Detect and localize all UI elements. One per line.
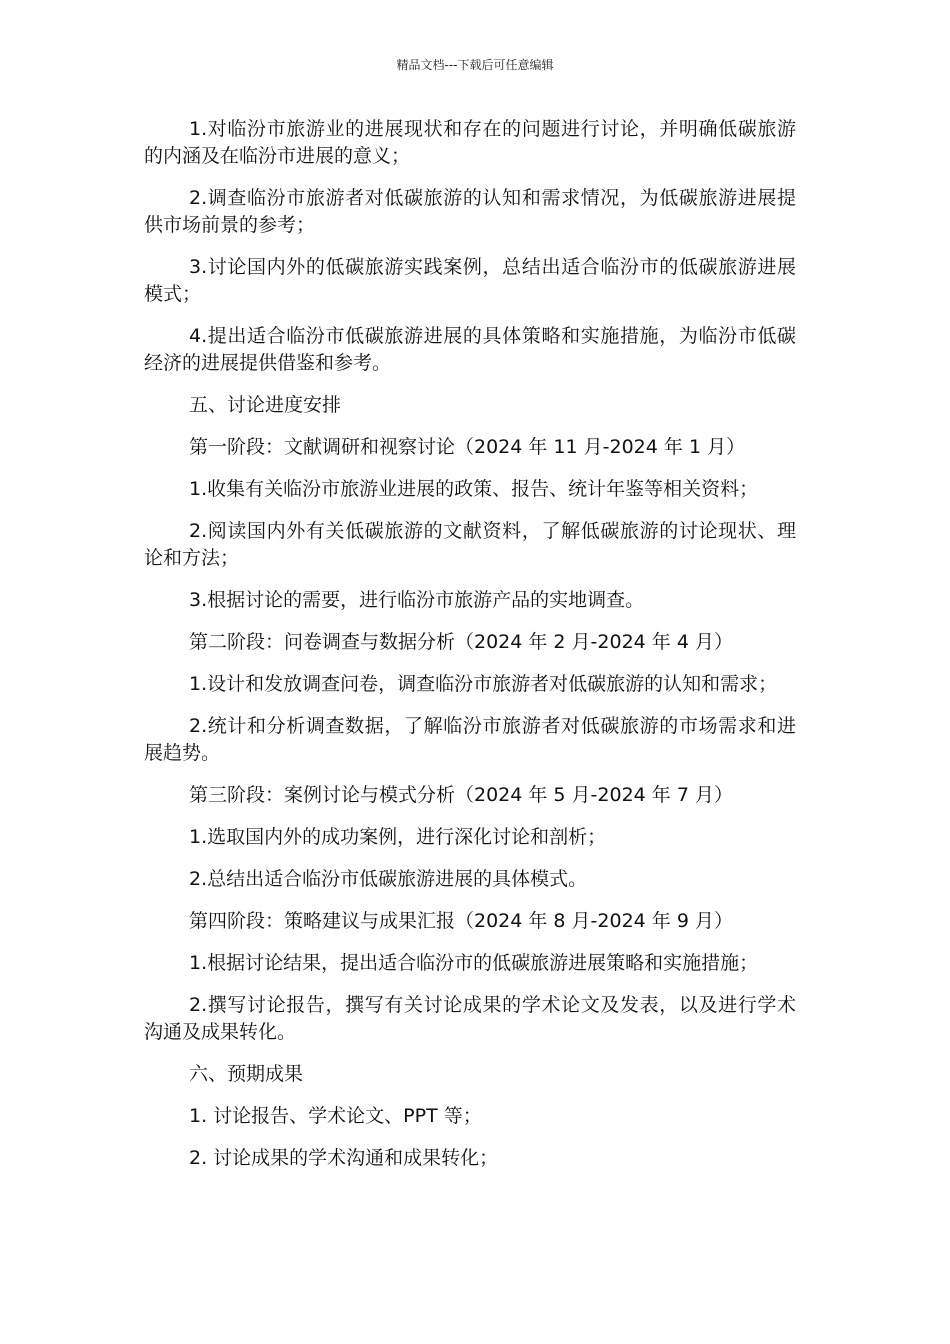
stage-2-item-2: 2.统计和分析调查数据，了解临汾市旅游者对低碳旅游的市场需求和进展趋势。 — [144, 715, 796, 764]
stage-1-item-1: 1.收集有关临汾市旅游业进展的政策、报告、统计年鉴等相关资料； — [189, 478, 759, 500]
stage-3-item-2: 2.总结出适合临汾市低碳旅游进展的具体模式。 — [189, 868, 588, 890]
paragraph-objective-3: 3.讨论国内外的低碳旅游实践案例，总结出适合临汾市的低碳旅游进展模式； — [144, 256, 796, 305]
outcome-item-1: 1. 讨论报告、学术论文、PPT 等； — [189, 1105, 482, 1127]
document-body — [144, 116, 796, 1172]
stage-1-item-3: 3.根据讨论的需要，进行临汾市旅游产品的实地调查。 — [189, 589, 645, 611]
stage-2-heading: 第二阶段：问卷调查与数据分析（2024 年 2 月-2024 年 4 月） — [189, 631, 733, 653]
outcome-item-2: 2. 讨论成果的学术沟通和成果转化； — [189, 1147, 499, 1169]
stage-1-item-2: 2.阅读国内外有关低碳旅游的文献资料，了解低碳旅游的讨论现状、理论和方法； — [144, 520, 796, 569]
stage-4-heading: 第四阶段：策略建议与成果汇报（2024 年 8 月-2024 年 9 月） — [189, 910, 733, 932]
stage-2-item-1: 1.设计和发放调查问卷，调查临汾市旅游者对低碳旅游的认知和需求； — [189, 673, 778, 695]
paragraph-objective-2: 2.调查临汾市旅游者对低碳旅游的认知和需求情况，为低碳旅游进展提供市场前景的参考； — [144, 187, 796, 236]
stage-1-heading: 第一阶段：文献调研和视察讨论（2024 年 11 月-2024 年 1 月） — [189, 436, 746, 458]
section-heading-outcomes: 六、预期成果 — [189, 1063, 304, 1085]
section-heading-schedule: 五、讨论进度安排 — [189, 394, 342, 416]
stage-4-item-1: 1.根据讨论结果，提出适合临汾市的低碳旅游进展策略和实施措施； — [189, 952, 759, 974]
stage-4-item-2: 2.撰写讨论报告，撰写有关讨论成果的学术论文及发表，以及进行学术沟通及成果转化。 — [144, 994, 796, 1043]
paragraph-objective-4: 4.提出适合临汾市低碳旅游进展的具体策略和实施措施，为临汾市低碳经济的进展提供借鉴和参考。 — [144, 325, 796, 374]
stage-3-heading: 第三阶段：案例讨论与模式分析（2024 年 5 月-2024 年 7 月） — [189, 784, 733, 806]
page-header: 精品文档---下载后可任意编辑 — [396, 58, 554, 72]
paragraph-objective-1: 1.对临汾市旅游业的进展现状和存在的问题进行讨论，并明确低碳旅游的内涵及在临汾市进展的意义； — [144, 118, 796, 167]
stage-3-item-1: 1.选取国内外的成功案例，进行深化讨论和剖析； — [189, 826, 607, 848]
